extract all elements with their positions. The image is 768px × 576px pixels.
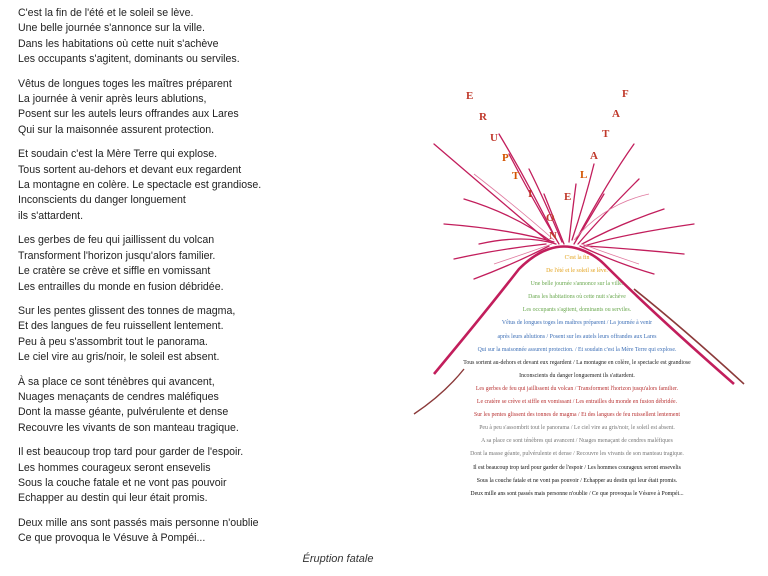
poem-line: Vêtus de longues toges les maîtres préparent xyxy=(18,77,232,90)
poem-stanza xyxy=(18,304,308,366)
title-letter: T xyxy=(602,128,610,140)
poem-line: Tous sortent au-dehors et devant eux regardent xyxy=(18,163,242,176)
poem-line: Ce que provoqua le Vésuve à Pompéi... xyxy=(18,532,206,545)
poem-line: Les occupants s'agitent, dominants ou serviles. xyxy=(18,53,240,66)
volcano-text-line: après leurs ablutions / Posent sur les autels leurs offrandes aux Lares xyxy=(497,333,657,340)
poem-line: Il est beaucoup trop tard pour garder de l'espoir. xyxy=(18,446,244,459)
volcano-text-line: Inconscients du danger longuement ils s'attardent. xyxy=(519,372,635,379)
volcano-text-line: Dont la masse géante, pulvérulente et dense / Recouvre les vivants de son manteau tragique. xyxy=(470,451,684,458)
title-letter: L xyxy=(580,169,588,181)
title-letter: T xyxy=(512,170,520,182)
volcano-text-line: Peu à peu s'assombrit tout le panorama / Le ciel vire au gris/noir, le soleil est absent. xyxy=(479,425,675,432)
poem-line: Posent sur les autels leurs offrandes aux Lares xyxy=(18,108,239,121)
poem-stanza xyxy=(18,233,308,295)
title-letter: O xyxy=(546,212,555,224)
title-letter: N xyxy=(549,230,557,242)
poem-line: Transforment l'horizon jusqu'alors familier. xyxy=(18,249,216,262)
volcano-text-line: Dans les habitations où cette nuit s'achève xyxy=(528,294,626,301)
volcano-text-line: Le cratère se crève et siffle en vomissant / Les entrailles du monde en fusion débridée. xyxy=(476,399,678,406)
poem-line: Les hommes courageux seront ensevelis xyxy=(18,461,211,474)
poem-line: Sous la couche fatale et ne vont pas pouvoir xyxy=(18,476,227,489)
poem-stanza xyxy=(18,6,308,68)
poem-stanza xyxy=(18,147,308,224)
poem-line: Le ciel vire au gris/noir, le soleil est absent. xyxy=(18,351,220,364)
volcano-text-line: A sa place ce sont ténèbres qui avancent / Nuages menaçant de cendres maléfiques xyxy=(481,438,673,445)
title-letter: A xyxy=(612,108,620,120)
poem-line: Qui sur la maisonnée assurent protection. xyxy=(18,123,215,136)
poem-line: Dont la masse géante, pulvérulente et dense xyxy=(18,406,229,419)
poem-line: Les gerbes de feu qui jaillissent du volcan xyxy=(18,234,215,247)
volcano-text-line: C'est la fin xyxy=(564,255,590,261)
title-letter: I xyxy=(528,188,533,200)
poem-line: Deux mille ans sont passés mais personne n'oublie xyxy=(18,516,259,529)
poem-line: Le cratère se crève et siffle en vomissant xyxy=(18,265,211,278)
poem-line: Echapper au destin qui leur était promis. xyxy=(18,492,208,505)
title-letter: R xyxy=(479,111,487,123)
title-letter: E xyxy=(564,191,572,203)
poem-line: Sur les pentes glissent des tonnes de magma, xyxy=(18,304,236,317)
title-letter: A xyxy=(590,150,598,162)
volcano-text-line: Sur les pentes glissent des tonnes de magma / Et des langues de feu ruissellent lentement xyxy=(474,412,680,419)
title-letter: P xyxy=(502,152,509,164)
volcano-text-line: Une belle journée s'annonce sur la ville. xyxy=(530,281,624,288)
volcano-text-line: Deux mille ans sont passés mais personne n'oublie / Ce que provoqua le Vésuve à Pompéi... xyxy=(470,490,684,497)
volcano-text-line: Les occupants s'agitent, dominants ou serviles. xyxy=(522,307,632,314)
poem-line: Les entrailles du monde en fusion débridée. xyxy=(18,280,224,293)
volcano-calligram xyxy=(404,84,750,524)
poem-line: Dans les habitations où cette nuit s'achève xyxy=(18,37,219,50)
poem-line: La montagne en colère. Le spectacle est grandiose. xyxy=(18,179,262,192)
poem-line: Recouvre les vivants de son manteau tragique. xyxy=(18,421,239,434)
poem-line: La journée à venir après leurs ablutions, xyxy=(18,93,207,106)
poem-stanza xyxy=(18,516,308,547)
title-letter: E xyxy=(466,90,474,102)
poem-stanza xyxy=(18,445,308,507)
poem-line: ils s'attardent. xyxy=(18,209,84,222)
volcano-text-line: Vêtus de longues toges les maîtres préparent / La journée à venir xyxy=(501,320,653,327)
figure-caption: Éruption fatale xyxy=(302,553,374,565)
poem-line: Peu à peu s'assombrit tout le panorama. xyxy=(18,335,208,348)
title-letter: F xyxy=(622,88,629,100)
poem-line: Nuages menaçants de cendres maléfiques xyxy=(18,390,219,403)
poem-line: Et soudain c'est la Mère Terre qui explose. xyxy=(18,148,218,161)
title-letter: U xyxy=(490,132,498,144)
poem-stanza xyxy=(18,77,308,139)
volcano-text-line: Sous la couche fatale et ne vont pas pouvoir / Echapper au destin qui leur était promis. xyxy=(476,477,678,484)
poem-line: À sa place ce sont ténèbres qui avancent, xyxy=(18,375,215,388)
volcano-text-line: Qui sur la maisonnée assurent protection. / Et soudain c'est la Mère Terre qui explose. xyxy=(477,346,677,353)
poem-line: Et des langues de feu ruissellent lentement. xyxy=(18,320,224,333)
volcano-text-line: Tous sortent au-dehors et devant eux regardent / La montagne en colère, le spectacle est grandiose xyxy=(463,359,691,366)
poem-stanza xyxy=(18,375,308,437)
volcano-text-line: De l'été et le soleil se lève. xyxy=(546,268,608,275)
volcano-text-line: Il est beaucoup trop tard pour garder de l'espoir / Les hommes courageux seront ensevelis xyxy=(473,464,681,471)
volcano-text-line: Les gerbes de feu qui jaillissent du volcan / Transforment l'horizon jusqu'alors familier. xyxy=(475,385,679,392)
poem-line: C'est la fin de l'été et le soleil se lève. xyxy=(18,7,194,19)
volcano-text-lines xyxy=(404,252,750,501)
poem-text xyxy=(18,6,308,556)
poem-line: Inconscients du danger longuement xyxy=(18,194,186,207)
poem-line: Une belle journée s'annonce sur la ville. xyxy=(18,22,205,35)
